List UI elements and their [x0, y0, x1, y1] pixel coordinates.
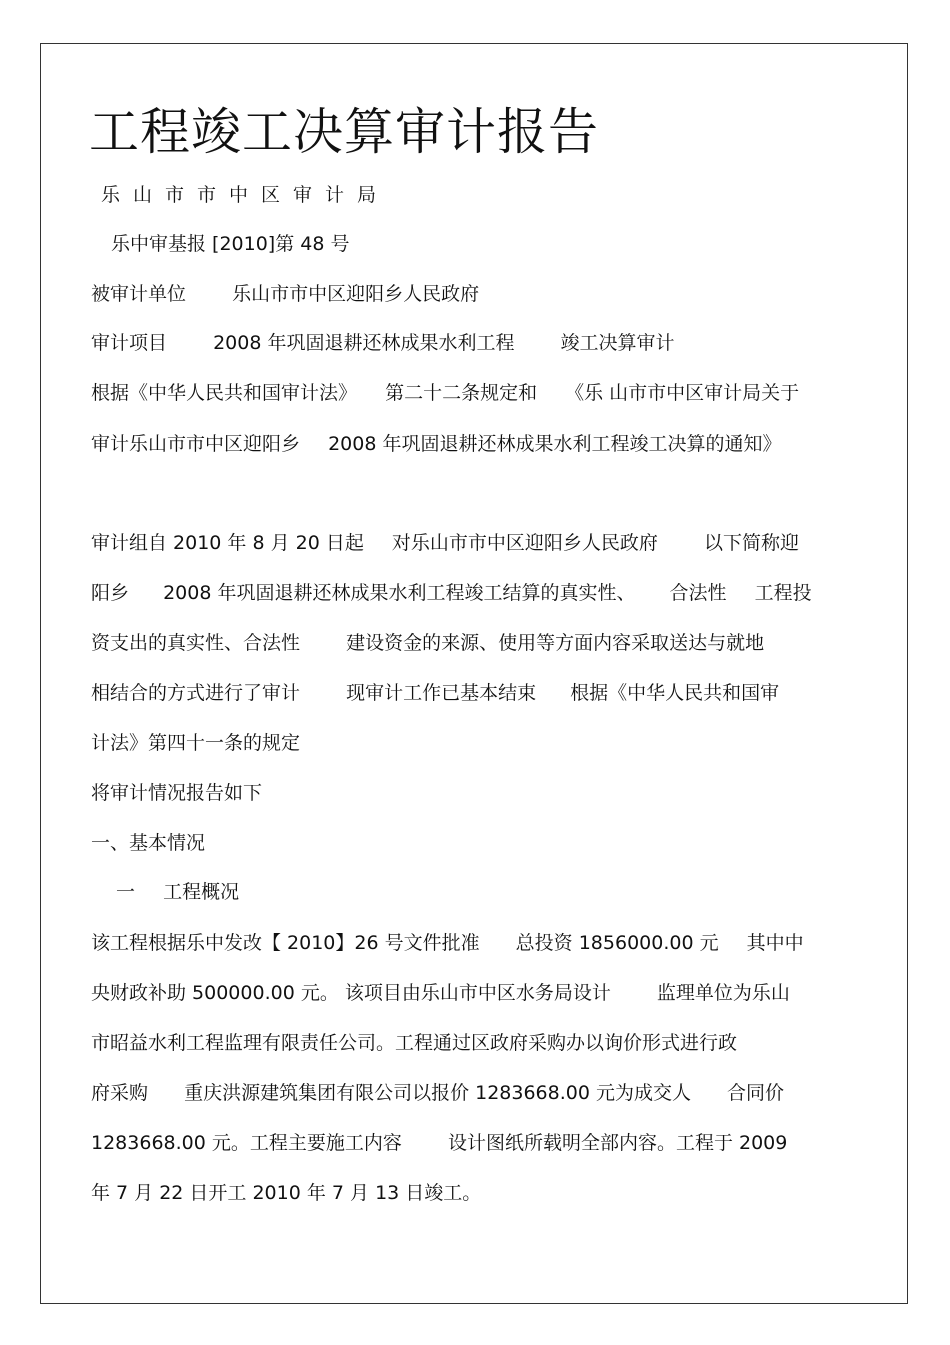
para-text: 2008 年巩固退耕还林成果水利工程竣工结算的真实性、 — [163, 582, 636, 604]
audited-unit-line — [91, 281, 479, 307]
para-text: 以下简称迎 — [703, 532, 799, 554]
basis-text: 第二十二条规定和 — [385, 382, 538, 404]
subsection-marker: 一 — [116, 881, 136, 903]
para2-line-2 — [91, 980, 790, 1006]
basis-text: 2008 年巩固退耕还林成果水利工程竣工决算的通知》 — [328, 433, 782, 455]
para-text: 现审计工作已基本结束 — [346, 682, 537, 704]
para2-line-1 — [91, 930, 804, 956]
para-text: 工程投 — [754, 582, 812, 604]
para-text: 资支出的真实性、合法性 — [91, 632, 301, 654]
para-text: 监理单位为乐山 — [656, 982, 790, 1004]
para2-line-3: 市昭益水利工程监理有限责任公司。工程通过区政府采购办以询价形式进行政 — [91, 1032, 738, 1054]
para-text: 该工程根据乐中发改【 2010】26 号文件批准 — [91, 932, 480, 954]
document-number: 乐中审基报 [2010]第 48 号 — [111, 233, 350, 255]
para-text: 合同价 — [727, 1082, 785, 1104]
para2-line-5 — [91, 1130, 787, 1156]
issuing-organization: 乐山市市中区审计局 — [101, 184, 390, 206]
para-text: 重庆洪源建筑集团有限公司以报价 1283668.00 元为成交人 — [184, 1082, 691, 1104]
para1-line-3 — [91, 630, 764, 656]
para2-line-6: 年 7 月 22 日开工 2010 年 7 月 13 日竣工。 — [91, 1182, 482, 1204]
basis-text: 《乐 山市市中区审计局关于 — [565, 382, 800, 404]
basis-text: 根据《中华人民共和国审计法》 — [91, 382, 358, 404]
para1-line-2 — [91, 580, 812, 606]
audit-project-label: 审计项目 — [91, 332, 168, 354]
para-text: 设计图纸所载明全部内容。工程于 2009 — [447, 1132, 788, 1154]
para-text: 合法性 — [669, 582, 727, 604]
basis-line-1 — [91, 380, 799, 406]
para-text: 对乐山市市中区迎阳乡人民政府 — [391, 532, 658, 554]
section-heading: 一、基本情况 — [91, 832, 206, 854]
para1-line-4 — [91, 680, 779, 706]
para-text: 根据《中华人民共和国审 — [570, 682, 780, 704]
audit-project-line — [91, 330, 675, 356]
para-text: 相结合的方式进行了审计 — [91, 682, 301, 704]
audit-project-value: 2008 年巩固退耕还林成果水利工程 — [213, 332, 515, 354]
para-text: 总投资 1856000.00 元 — [515, 932, 719, 954]
para-text: 阳乡 — [91, 582, 130, 604]
subsection-title: 工程概况 — [163, 881, 240, 903]
audited-unit-value: 乐山市市中区迎阳乡人民政府 — [232, 283, 480, 305]
para2-line-4 — [91, 1080, 784, 1106]
para1-line-6: 将审计情况报告如下 — [91, 782, 263, 804]
audit-project-suffix: 竣工决算审计 — [560, 332, 675, 354]
para-text: 央财政补助 500000.00 元。 该项目由乐山市中区水务局设计 — [91, 982, 611, 1004]
para-text: 审计组自 2010 年 8 月 20 日起 — [91, 532, 364, 554]
para-text: 其中中 — [746, 932, 804, 954]
para1-line-1 — [91, 530, 799, 556]
document-title: 工程竣工决算审计报告 — [89, 103, 599, 161]
basis-text: 审计乐山市市中区迎阳乡 — [91, 433, 301, 455]
para-text: 府采购 — [91, 1082, 149, 1104]
audited-unit-label: 被审计单位 — [91, 283, 187, 305]
para1-line-5: 计法》第四十一条的规定 — [91, 732, 301, 754]
para-text: 1283668.00 元。工程主要施工内容 — [91, 1132, 402, 1154]
basis-line-2 — [91, 431, 781, 457]
subsection-heading — [116, 879, 239, 905]
para-text: 建设资金的来源、使用等方面内容采取送达与就地 — [346, 632, 765, 654]
